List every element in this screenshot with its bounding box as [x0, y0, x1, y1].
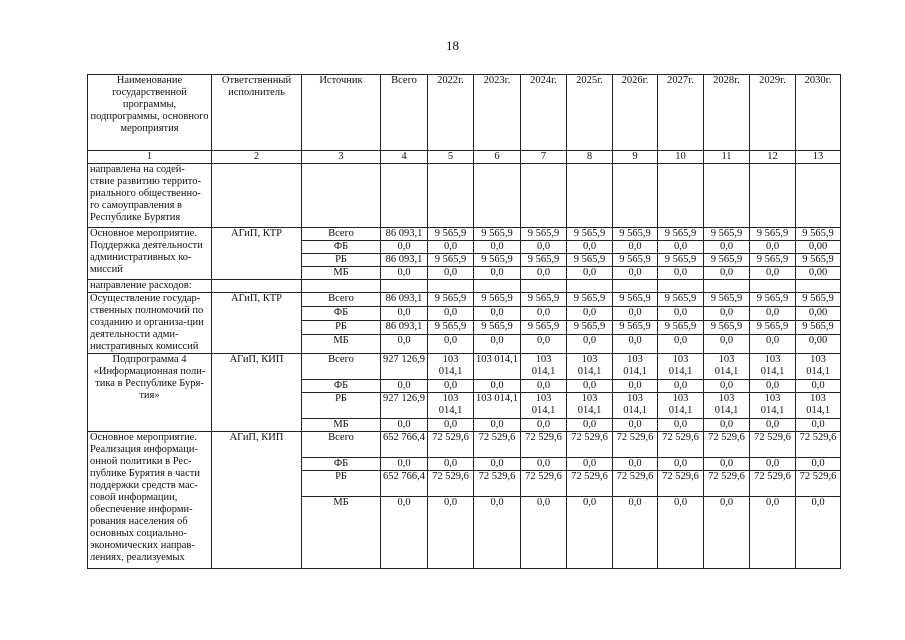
value-cell: 0,0	[381, 380, 428, 393]
value-cell: 0,0	[704, 419, 750, 432]
value-cell: 103 014,1	[428, 354, 474, 380]
value-cell: 0,0	[521, 380, 567, 393]
value-cell: 72 529,6	[613, 471, 658, 497]
value-cell: 9 565,9	[704, 320, 750, 334]
value-cell: 0,0	[381, 497, 428, 569]
value-cell: 103 014,1	[613, 354, 658, 380]
value-cell: 0,0	[428, 241, 474, 254]
empty-cell	[704, 280, 750, 293]
value-cell: 9 565,9	[750, 254, 796, 267]
value-cell: 0,0	[704, 334, 750, 353]
column-number-12: 12	[750, 151, 796, 164]
value-cell: 0,0	[613, 497, 658, 569]
value-cell: 0,0	[750, 497, 796, 569]
empty-cell	[796, 164, 841, 228]
value-cell: 103 014,1	[474, 393, 521, 419]
value-cell: 0,0	[428, 458, 474, 471]
source-cell: РБ	[302, 471, 381, 497]
value-cell: 72 529,6	[521, 471, 567, 497]
empty-cell	[521, 280, 567, 293]
value-cell: 0,0	[474, 267, 521, 280]
value-cell: 0,0	[613, 380, 658, 393]
empty-cell	[750, 280, 796, 293]
value-cell: 9 565,9	[613, 254, 658, 267]
value-cell: 0,0	[521, 497, 567, 569]
empty-cell	[302, 164, 381, 228]
section-name: Основное мероприятие. Реализация информаци-онной политики в Рес-публике Бурятия в части поддержки средств мас-совой информации, обеспечение информи-рования населения об основных социально-экономических направ-лениях, реализуемых	[88, 432, 212, 569]
value-cell: 0,0	[796, 458, 841, 471]
value-cell: 72 529,6	[796, 432, 841, 458]
source-cell: Всего	[302, 228, 381, 241]
table-row	[88, 354, 841, 380]
value-cell: 9 565,9	[567, 293, 613, 307]
value-cell: 103 014,1	[796, 354, 841, 380]
column-header-1: Наименование государственной программы, подпрограммы, основного мероприятия	[88, 75, 212, 151]
value-cell: 103 014,1	[704, 354, 750, 380]
value-cell: 0,0	[704, 267, 750, 280]
value-cell: 0,0	[750, 306, 796, 320]
column-header-11: 2028г.	[704, 75, 750, 151]
source-cell: Всего	[302, 293, 381, 307]
source-cell: РБ	[302, 393, 381, 419]
value-cell: 0,00	[796, 241, 841, 254]
executor-cell: АГиП, КТР	[212, 228, 302, 280]
value-cell: 0,0	[474, 380, 521, 393]
value-cell: 0,0	[381, 267, 428, 280]
table-row	[88, 293, 841, 307]
value-cell: 0,0	[521, 458, 567, 471]
value-cell: 927 126,9	[381, 354, 428, 380]
value-cell: 0,0	[428, 334, 474, 353]
value-cell: 103 014,1	[658, 393, 704, 419]
value-cell: 72 529,6	[428, 471, 474, 497]
value-cell: 72 529,6	[658, 432, 704, 458]
column-number-10: 10	[658, 151, 704, 164]
value-cell: 0,0	[704, 497, 750, 569]
value-cell: 9 565,9	[704, 254, 750, 267]
column-number-1: 1	[88, 151, 212, 164]
column-number-8: 8	[567, 151, 613, 164]
source-cell: ФБ	[302, 241, 381, 254]
value-cell: 9 565,9	[521, 293, 567, 307]
empty-cell	[567, 164, 613, 228]
empty-cell	[428, 164, 474, 228]
column-header-6: 2023г.	[474, 75, 521, 151]
source-cell: РБ	[302, 254, 381, 267]
value-cell: 0,0	[704, 241, 750, 254]
value-cell: 9 565,9	[567, 228, 613, 241]
value-cell: 86 093,1	[381, 293, 428, 307]
value-cell: 0,0	[428, 419, 474, 432]
source-cell: ФБ	[302, 380, 381, 393]
column-number-13: 13	[796, 151, 841, 164]
column-header-8: 2025г.	[567, 75, 613, 151]
section-name: Основное мероприятие. Поддержка деятельности административных ко-миссий	[88, 228, 212, 280]
value-cell: 0,0	[521, 419, 567, 432]
value-cell: 9 565,9	[796, 293, 841, 307]
value-cell: 103 014,1	[567, 393, 613, 419]
value-cell: 0,0	[613, 419, 658, 432]
value-cell: 0,0	[704, 306, 750, 320]
value-cell: 103 014,1	[521, 393, 567, 419]
value-cell: 9 565,9	[521, 320, 567, 334]
value-cell: 103 014,1	[750, 393, 796, 419]
source-cell: МБ	[302, 497, 381, 569]
value-cell: 9 565,9	[750, 293, 796, 307]
value-cell: 72 529,6	[521, 432, 567, 458]
value-cell: 0,0	[658, 267, 704, 280]
intro-row	[88, 164, 841, 228]
empty-cell	[428, 280, 474, 293]
empty-cell	[704, 164, 750, 228]
value-cell: 9 565,9	[658, 228, 704, 241]
value-cell: 9 565,9	[428, 228, 474, 241]
value-cell: 0,0	[658, 497, 704, 569]
value-cell: 0,0	[750, 267, 796, 280]
value-cell: 0,0	[796, 497, 841, 569]
value-cell: 0,0	[381, 334, 428, 353]
source-cell: Всего	[302, 432, 381, 458]
column-number-11: 11	[704, 151, 750, 164]
column-number-6: 6	[474, 151, 521, 164]
empty-cell	[212, 280, 302, 293]
value-cell: 9 565,9	[428, 254, 474, 267]
value-cell: 9 565,9	[658, 293, 704, 307]
value-cell: 72 529,6	[428, 432, 474, 458]
value-cell: 0,0	[613, 306, 658, 320]
value-cell: 72 529,6	[474, 432, 521, 458]
value-cell: 0,0	[381, 419, 428, 432]
value-cell: 72 529,6	[704, 432, 750, 458]
value-cell: 0,0	[521, 241, 567, 254]
source-cell: Всего	[302, 354, 381, 380]
value-cell: 0,0	[474, 419, 521, 432]
value-cell: 72 529,6	[750, 432, 796, 458]
value-cell: 72 529,6	[750, 471, 796, 497]
value-cell: 652 766,4	[381, 471, 428, 497]
value-cell: 72 529,6	[704, 471, 750, 497]
value-cell: 103 014,1	[521, 354, 567, 380]
column-number-2: 2	[212, 151, 302, 164]
value-cell: 9 565,9	[428, 320, 474, 334]
value-cell: 0,0	[567, 380, 613, 393]
column-header-5: 2022г.	[428, 75, 474, 151]
value-cell: 0,0	[567, 419, 613, 432]
value-cell: 0,0	[474, 458, 521, 471]
empty-cell	[567, 280, 613, 293]
value-cell: 0,00	[796, 306, 841, 320]
value-cell: 0,0	[428, 497, 474, 569]
value-cell: 0,0	[750, 241, 796, 254]
empty-cell	[381, 280, 428, 293]
value-cell: 0,0	[474, 334, 521, 353]
empty-cell	[474, 164, 521, 228]
value-cell: 103 014,1	[567, 354, 613, 380]
value-cell: 9 565,9	[750, 228, 796, 241]
value-cell: 103 014,1	[474, 354, 521, 380]
value-cell: 0,0	[750, 458, 796, 471]
value-cell: 103 014,1	[796, 393, 841, 419]
value-cell: 0,0	[658, 306, 704, 320]
value-cell: 9 565,9	[567, 320, 613, 334]
value-cell: 0,0	[567, 267, 613, 280]
table-row	[88, 228, 841, 241]
value-cell: 0,0	[796, 419, 841, 432]
page-number: 18	[446, 38, 459, 53]
value-cell: 9 565,9	[704, 293, 750, 307]
value-cell: 9 565,9	[474, 254, 521, 267]
value-cell: 0,0	[381, 306, 428, 320]
column-header-7: 2024г.	[521, 75, 567, 151]
source-cell: МБ	[302, 419, 381, 432]
value-cell: 0,0	[750, 419, 796, 432]
value-cell: 0,0	[658, 458, 704, 471]
value-cell: 927 126,9	[381, 393, 428, 419]
value-cell: 0,0	[613, 458, 658, 471]
column-number-3: 3	[302, 151, 381, 164]
value-cell: 9 565,9	[474, 228, 521, 241]
value-cell: 9 565,9	[796, 320, 841, 334]
empty-cell	[521, 164, 567, 228]
value-cell: 86 093,1	[381, 320, 428, 334]
value-cell: 72 529,6	[796, 471, 841, 497]
value-cell: 9 565,9	[658, 320, 704, 334]
source-cell: ФБ	[302, 306, 381, 320]
value-cell: 9 565,9	[704, 228, 750, 241]
value-cell: 0,0	[796, 380, 841, 393]
value-cell: 9 565,9	[613, 228, 658, 241]
value-cell: 0,0	[704, 458, 750, 471]
value-cell: 0,0	[428, 380, 474, 393]
value-cell: 0,0	[567, 458, 613, 471]
executor-cell: АГиП, КТР	[212, 293, 302, 354]
value-cell: 0,0	[613, 334, 658, 353]
value-cell: 0,0	[521, 306, 567, 320]
value-cell: 652 766,4	[381, 432, 428, 458]
empty-cell	[302, 280, 381, 293]
column-number-row	[88, 151, 841, 164]
value-cell: 9 565,9	[474, 293, 521, 307]
column-number-5: 5	[428, 151, 474, 164]
value-cell: 0,0	[381, 241, 428, 254]
value-cell: 86 093,1	[381, 228, 428, 241]
column-number-7: 7	[521, 151, 567, 164]
source-cell: МБ	[302, 267, 381, 280]
column-header-2: Ответственный исполнитель	[212, 75, 302, 151]
column-header-10: 2027г.	[658, 75, 704, 151]
value-cell: 9 565,9	[613, 320, 658, 334]
value-cell: 103 014,1	[658, 354, 704, 380]
value-cell: 9 565,9	[474, 320, 521, 334]
header-row	[88, 75, 841, 151]
empty-cell	[381, 164, 428, 228]
value-cell: 0,0	[521, 267, 567, 280]
value-cell: 0,0	[704, 380, 750, 393]
value-cell: 0,0	[428, 306, 474, 320]
empty-cell	[658, 164, 704, 228]
column-header-3: Источник	[302, 75, 381, 151]
value-cell: 0,0	[613, 267, 658, 280]
section-name: направление расходов:	[88, 280, 212, 293]
value-cell: 9 565,9	[567, 254, 613, 267]
value-cell: 0,0	[658, 241, 704, 254]
value-cell: 0,0	[381, 458, 428, 471]
source-cell: ФБ	[302, 458, 381, 471]
value-cell: 72 529,6	[658, 471, 704, 497]
value-cell: 0,0	[567, 334, 613, 353]
executor-cell: АГиП, КИП	[212, 354, 302, 432]
value-cell: 103 014,1	[704, 393, 750, 419]
value-cell: 9 565,9	[658, 254, 704, 267]
value-cell: 0,0	[567, 497, 613, 569]
value-cell: 72 529,6	[474, 471, 521, 497]
value-cell: 9 565,9	[428, 293, 474, 307]
value-cell: 0,00	[796, 267, 841, 280]
value-cell: 0,0	[474, 306, 521, 320]
value-cell: 0,0	[474, 241, 521, 254]
value-cell: 9 565,9	[521, 254, 567, 267]
empty-cell	[613, 164, 658, 228]
column-header-13: 2030г.	[796, 75, 841, 151]
value-cell: 0,0	[658, 419, 704, 432]
empty-cell	[750, 164, 796, 228]
value-cell: 9 565,9	[796, 254, 841, 267]
value-cell: 9 565,9	[750, 320, 796, 334]
column-number-4: 4	[381, 151, 428, 164]
value-cell: 0,0	[521, 334, 567, 353]
value-cell: 103 014,1	[613, 393, 658, 419]
empty-cell	[658, 280, 704, 293]
source-cell: МБ	[302, 334, 381, 353]
empty-cell	[613, 280, 658, 293]
intro-text-cell: направлена на содей-ствие развитию террито-риального общественно-го самоуправления в Республике Бурятия	[88, 164, 212, 228]
value-cell: 103 014,1	[428, 393, 474, 419]
value-cell: 0,00	[796, 334, 841, 353]
empty-cell	[474, 280, 521, 293]
value-cell: 0,0	[567, 241, 613, 254]
column-header-12: 2029г.	[750, 75, 796, 151]
empty-cell	[212, 164, 302, 228]
source-cell: РБ	[302, 320, 381, 334]
value-cell: 0,0	[613, 241, 658, 254]
value-cell: 72 529,6	[613, 432, 658, 458]
value-cell: 9 565,9	[613, 293, 658, 307]
value-cell: 72 529,6	[567, 471, 613, 497]
table-row	[88, 432, 841, 458]
table-body	[88, 164, 841, 569]
value-cell: 72 529,6	[567, 432, 613, 458]
value-cell: 0,0	[567, 306, 613, 320]
executor-cell: АГиП, КИП	[212, 432, 302, 569]
budget-table	[87, 74, 841, 569]
section-name: Осуществление государ-ственных полномочий по созданию и организа-ции деятельности адми-нистративных комиссий	[88, 293, 212, 354]
value-cell: 9 565,9	[521, 228, 567, 241]
column-header-4: Всего	[381, 75, 428, 151]
empty-cell	[796, 280, 841, 293]
value-cell: 0,0	[428, 267, 474, 280]
column-number-9: 9	[613, 151, 658, 164]
value-cell: 103 014,1	[750, 354, 796, 380]
value-cell: 9 565,9	[796, 228, 841, 241]
column-header-9: 2026г.	[613, 75, 658, 151]
value-cell: 0,0	[658, 380, 704, 393]
section-name: Подпрограмма 4 «Информационная поли-тика в Республике Буря-тия»	[88, 354, 212, 432]
value-cell: 0,0	[750, 334, 796, 353]
value-cell: 0,0	[750, 380, 796, 393]
value-cell: 0,0	[658, 334, 704, 353]
section-row	[88, 280, 841, 293]
value-cell: 0,0	[474, 497, 521, 569]
value-cell: 86 093,1	[381, 254, 428, 267]
